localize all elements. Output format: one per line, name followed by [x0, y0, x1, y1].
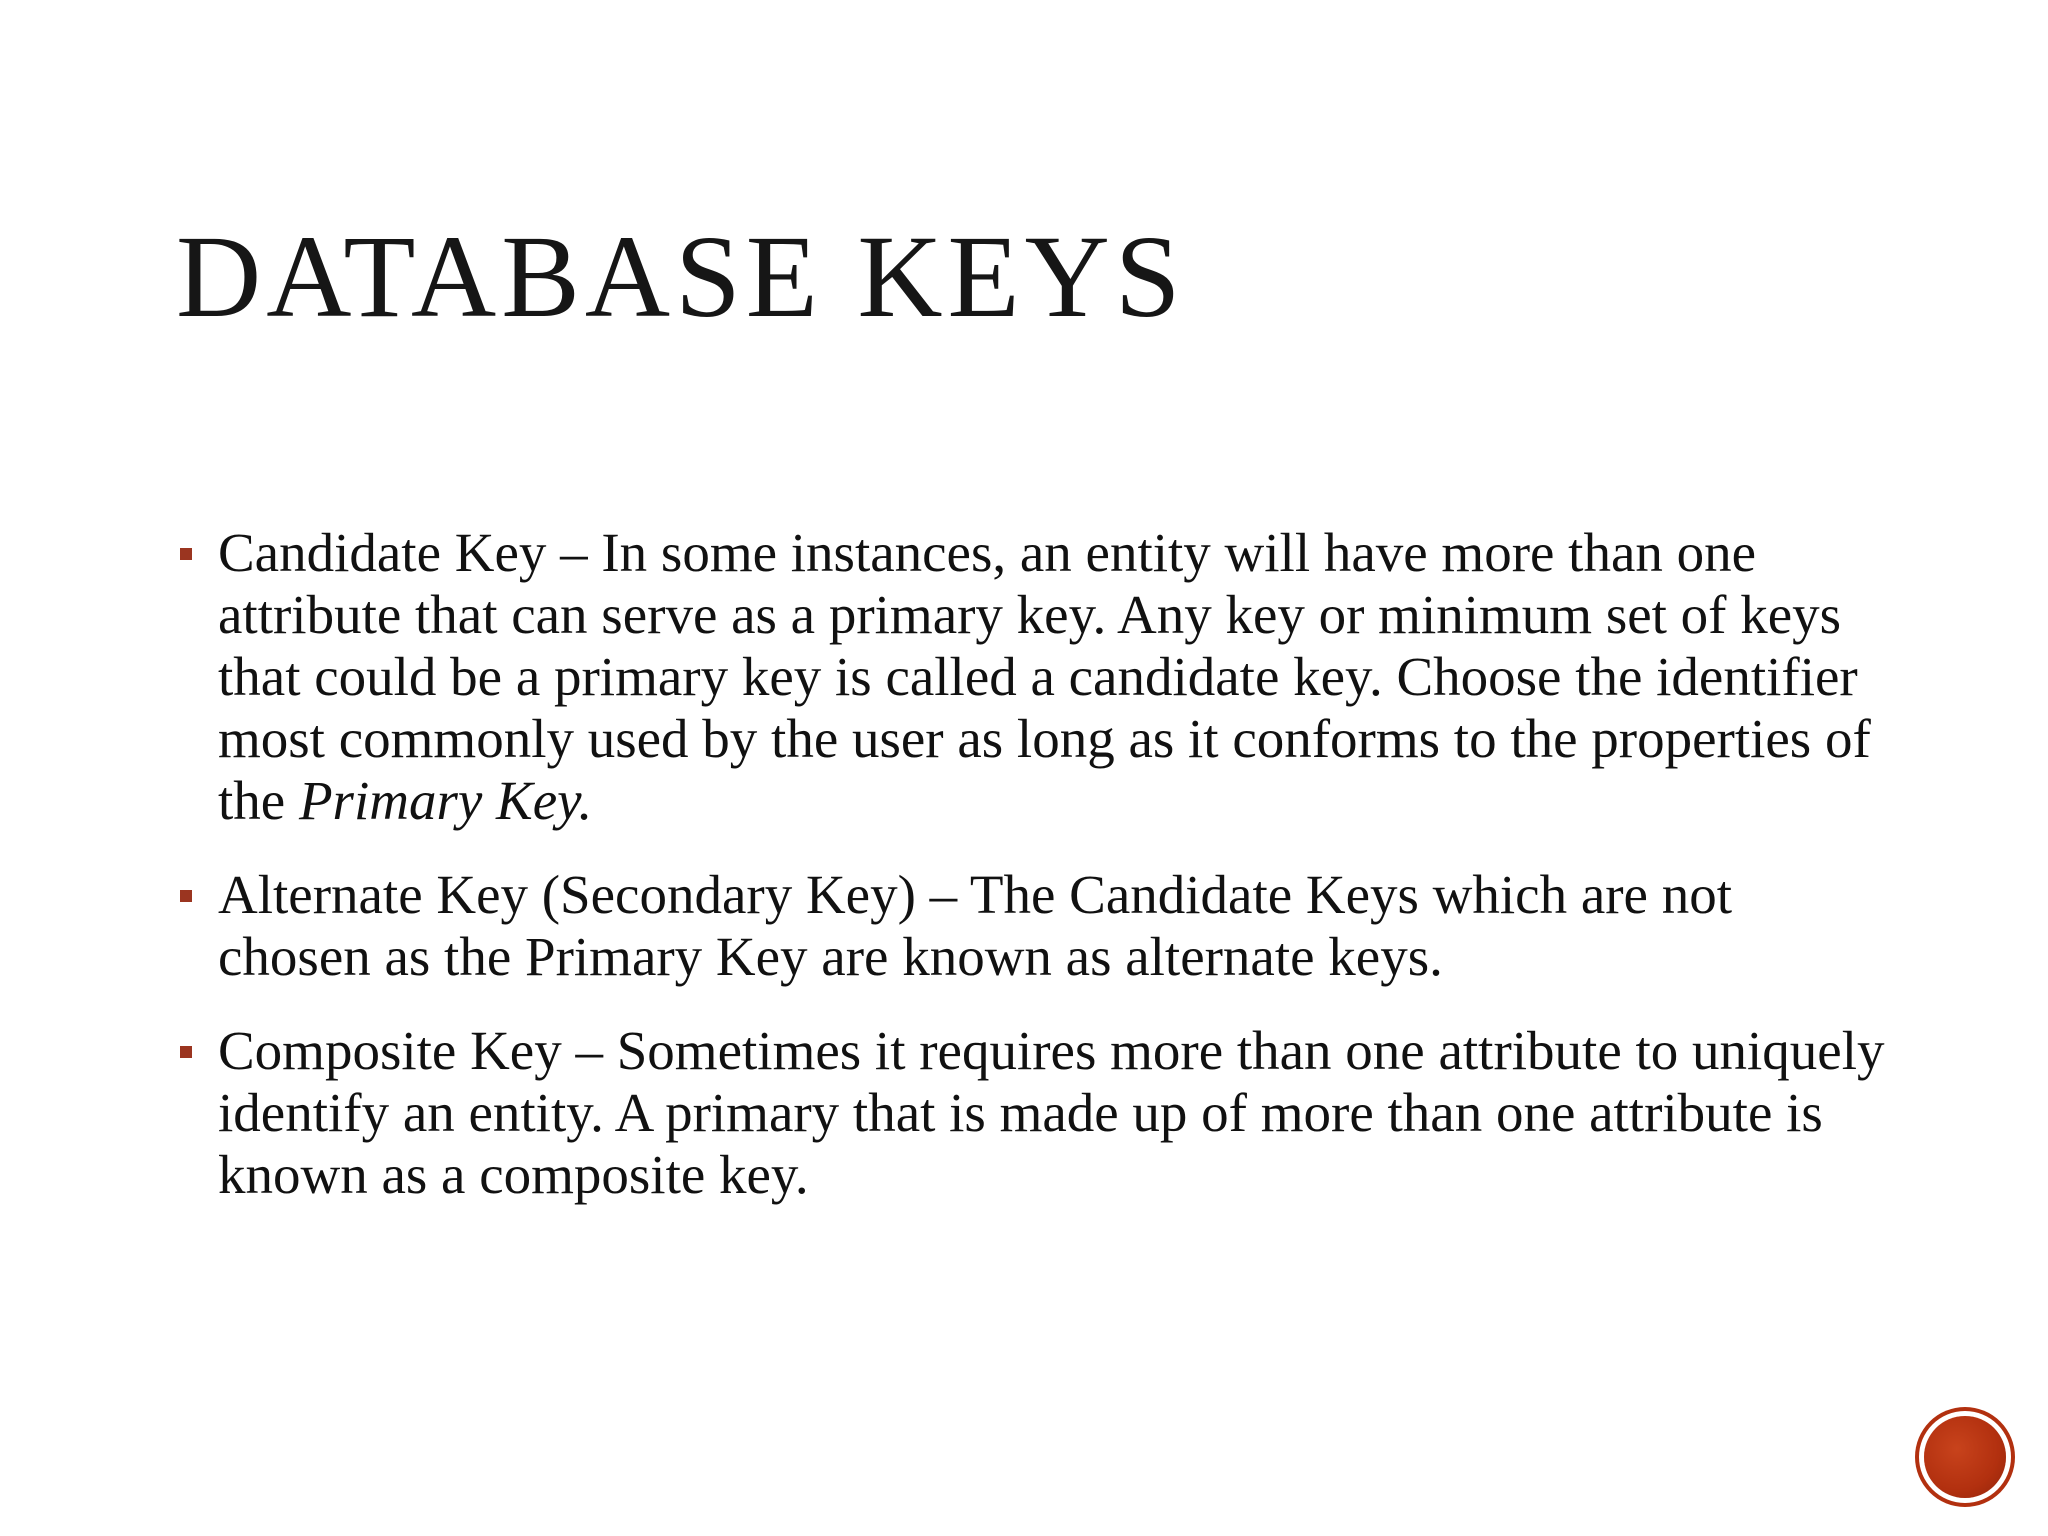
bullet-composite-key: [176, 1020, 1896, 1206]
bullet-list: [176, 522, 1896, 1238]
bullet-alternate-key: [176, 864, 1896, 988]
bullet-text: Alternate Key (Secondary Key) – The Candidate Keys which are not chosen as the Primary Key are known as alternate keys.: [218, 864, 1733, 987]
square-bullet-icon: [180, 548, 192, 560]
circle-button-icon[interactable]: [1924, 1416, 2006, 1498]
bullet-candidate-key: [176, 522, 1896, 832]
square-bullet-icon: [180, 890, 192, 902]
bullet-text: Composite Key – Sometimes it requires more than one attribute to uniquely identify an entity. A primary that is made up of more than one attribute is known as a composite key.: [218, 1020, 1885, 1205]
slide-title: DATABASE KEYS: [176, 211, 1186, 342]
bullet-emphasis: Primary Key.: [298, 770, 593, 831]
bullet-text: Candidate Key – In some instances, an entity will have more than one attribute that can serve as a primary key. Any key or minimum set of keys that could be a primary key is called a candidate key. Choose the identifier most commonly used by the user as long as it conforms to the properties of the: [218, 522, 1871, 831]
square-bullet-icon: [180, 1046, 192, 1058]
